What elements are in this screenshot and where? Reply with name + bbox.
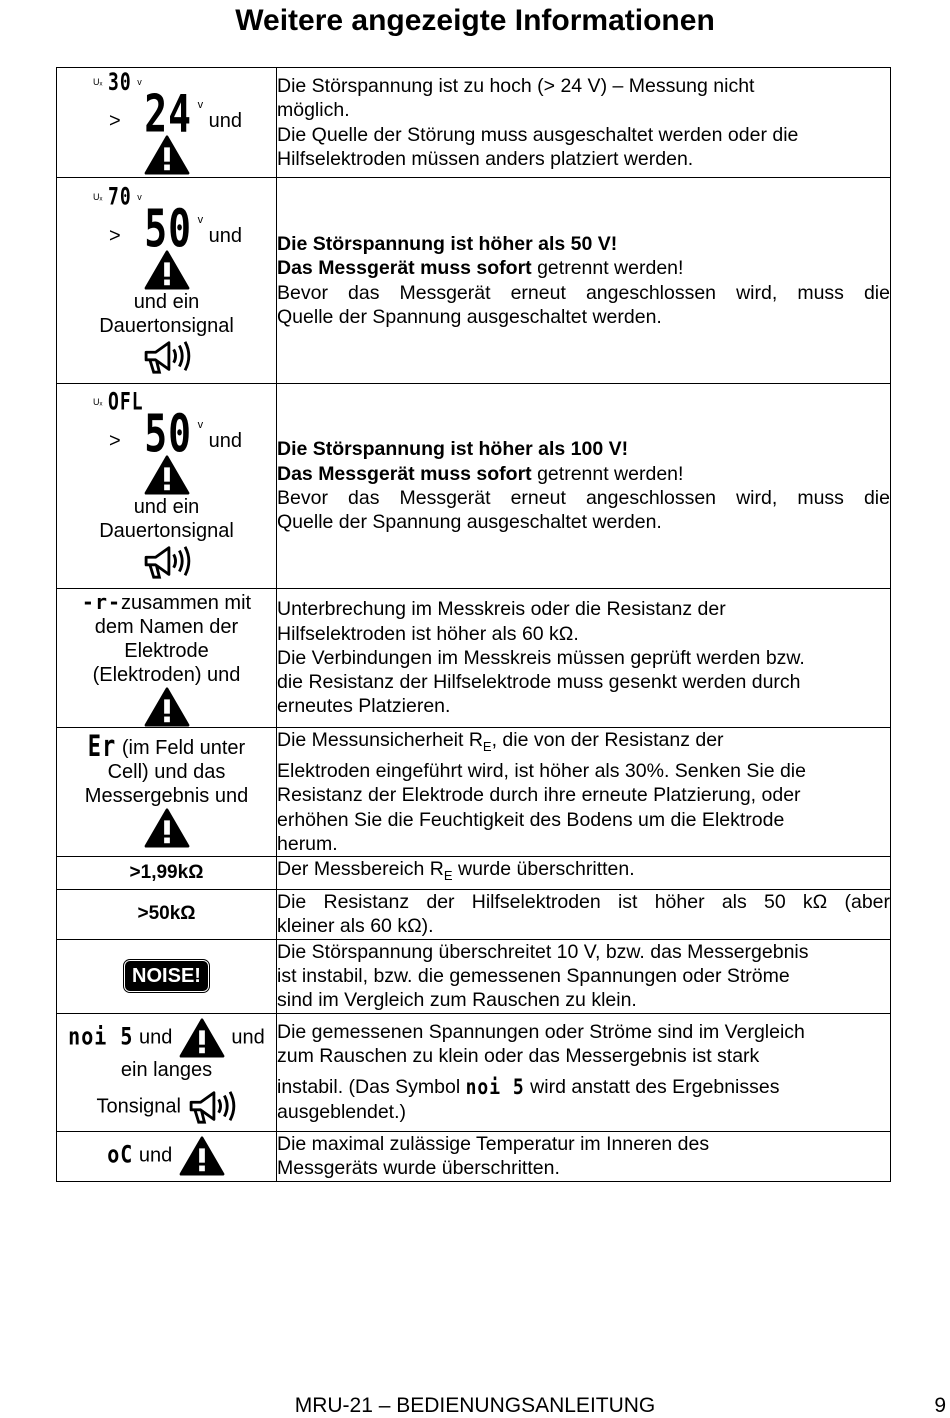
lcd-value: oC bbox=[107, 1139, 134, 1169]
table-row bbox=[57, 1131, 891, 1181]
greater-than: > bbox=[109, 109, 121, 132]
warning-icon bbox=[143, 808, 191, 848]
ux-label: Uₓ bbox=[93, 76, 103, 87]
noise-badge: NOISE! bbox=[125, 961, 208, 991]
description-cell bbox=[277, 728, 891, 857]
symbol-cell bbox=[57, 1131, 277, 1181]
symbol-text: (Elektroden) und bbox=[92, 663, 241, 686]
lcd-small-value: OFL bbox=[108, 388, 144, 417]
description-line: möglich. bbox=[277, 99, 350, 122]
warning-icon bbox=[178, 1136, 226, 1176]
footer: MRU-21 – BEDIENUNGSANLEITUNG bbox=[294, 1394, 656, 1417]
symbol-cell bbox=[57, 178, 277, 384]
unit-label: v bbox=[197, 419, 204, 431]
warning-icon bbox=[178, 1018, 226, 1058]
symbol-cell bbox=[57, 939, 277, 1013]
description-line: Die Störspannung ist höher als 50 V! bbox=[277, 232, 618, 255]
symbol-cell bbox=[57, 728, 277, 857]
description-cell: Der Messbereich $R_E$ wurde überschritten. bbox=[277, 857, 891, 889]
table-row bbox=[57, 728, 891, 857]
speaker-icon bbox=[187, 1088, 237, 1126]
description-line: Resistanz der Elektrode durch ihre erneute Platzierung, oder bbox=[277, 784, 801, 807]
description-cell bbox=[277, 589, 891, 728]
symbol-text: ein langes bbox=[120, 1059, 213, 1082]
symbol-text: Elektrode bbox=[124, 639, 209, 662]
table-row bbox=[57, 178, 891, 384]
description-line: Hilfselektroden müssen anders platziert werden. bbox=[277, 147, 694, 170]
greater-than: > bbox=[109, 224, 121, 247]
lcd-value: noi 5 bbox=[465, 1074, 525, 1100]
description-line: Messgeräts wurde überschritten. bbox=[277, 1157, 560, 1180]
description-cell bbox=[277, 68, 891, 178]
symbol-cell bbox=[57, 384, 277, 589]
symbol-cell: >1,99kΩ bbox=[57, 857, 277, 889]
und-label: und bbox=[225, 1026, 265, 1049]
description-line: Die Quelle der Störung muss ausgeschaltet werden oder die bbox=[277, 123, 799, 146]
lcd-value: -r- bbox=[81, 589, 122, 614]
description-line: Die Störspannung ist höher als 100 V! bbox=[277, 438, 629, 461]
table-row bbox=[57, 589, 891, 728]
description-cell bbox=[277, 1013, 891, 1131]
dauertonsignal-label: Dauertonsignal bbox=[99, 314, 234, 337]
unit-label: v bbox=[197, 98, 204, 111]
description-line: kleiner als 60 kΩ). bbox=[277, 915, 434, 938]
description-cell bbox=[277, 1131, 891, 1181]
description-line: Elektroden eingeführt wird, ist höher als 30%. Senken Sie die bbox=[277, 760, 806, 783]
description-line: instabil. (Das Symbol noi 5 wird anstatt des Ergebnisses bbox=[277, 1075, 890, 1100]
description-line: Die maximal zulässige Temperatur im Inneren des bbox=[277, 1132, 710, 1155]
und-label: und bbox=[208, 224, 243, 247]
unit-label: v bbox=[197, 213, 204, 226]
lcd-value: Er bbox=[87, 730, 117, 765]
symbol-cell bbox=[57, 1013, 277, 1131]
table-row bbox=[57, 857, 891, 889]
und-ein-label: und ein bbox=[133, 496, 200, 518]
speaker-icon bbox=[142, 543, 192, 581]
table-row bbox=[57, 1013, 891, 1131]
description-line: erneutes Platzieren. bbox=[277, 695, 451, 718]
unit-label: v bbox=[137, 191, 142, 202]
description-cell bbox=[277, 889, 891, 939]
speaker-icon bbox=[142, 338, 192, 376]
description-line: Die Störspannung ist zu hoch (> 24 V) – Messung nicht bbox=[277, 74, 755, 97]
description-line: zum Rauschen zu klein oder das Messergebnis ist stark bbox=[277, 1045, 760, 1068]
und-label: und bbox=[208, 109, 243, 132]
lcd-value: 24 bbox=[144, 83, 193, 144]
description-line: ausgeblendet.) bbox=[277, 1100, 407, 1123]
description-line: Das Messgerät muss sofort getrennt werden! bbox=[277, 462, 684, 485]
description-line: Die Verbindungen im Messkreis müssen geprüft werden bzw. bbox=[277, 646, 805, 669]
symbol-cell bbox=[57, 589, 277, 728]
description-line: Quelle der Spannung ausgeschaltet werden. bbox=[277, 305, 662, 328]
description-line: Die Resistanz der Hilfselektroden ist höher als 50 kΩ (aber bbox=[277, 890, 890, 913]
greater-than: > bbox=[109, 430, 121, 452]
description-line: Unterbrechung im Messkreis oder die Resistanz der bbox=[277, 598, 726, 621]
symbol-cell bbox=[57, 68, 277, 178]
description-cell bbox=[277, 939, 891, 1013]
table-row bbox=[57, 68, 891, 178]
symbol-text: Messergebnis und bbox=[84, 785, 249, 808]
description-line: Hilfselektroden ist höher als 60 kΩ. bbox=[277, 622, 579, 645]
description-line: die Resistanz der Hilfselektrode muss gesenkt werden durch bbox=[277, 671, 801, 694]
und-label: und bbox=[208, 430, 243, 452]
ux-label: Uₓ bbox=[93, 191, 103, 202]
description-line: herum. bbox=[277, 833, 338, 856]
table-row bbox=[57, 889, 891, 939]
lcd-value: noi 5 bbox=[68, 1021, 134, 1051]
description-line: Quelle der Spannung ausgeschaltet werden. bbox=[277, 511, 662, 534]
description-line: Bevor das Messgerät erneut angeschlossen wird, muss die bbox=[277, 281, 890, 304]
description-line: Bevor das Messgerät erneut angeschlossen wird, muss die bbox=[277, 487, 890, 509]
und-label: und bbox=[133, 1026, 178, 1049]
description-line: sind im Vergleich zum Rauschen zu klein. bbox=[277, 989, 637, 1012]
page-number: 9 bbox=[934, 1394, 946, 1417]
description-line: Das Messgerät muss sofort getrennt werden! bbox=[277, 257, 684, 280]
symbol-cell: >50kΩ bbox=[57, 889, 277, 939]
und-label: und bbox=[133, 1144, 173, 1167]
table-row bbox=[57, 939, 891, 1013]
symbol-text: dem Namen der bbox=[94, 615, 239, 638]
und-ein-label: und ein bbox=[133, 290, 200, 313]
description-line: ist instabil, bzw. die gemessenen Spannungen oder Ströme bbox=[277, 964, 790, 987]
symbol-text: Tonsignal bbox=[96, 1095, 181, 1118]
lcd-small-value: 30 bbox=[108, 67, 132, 96]
symbol-text: (im Feld unter bbox=[116, 737, 246, 760]
symbol-text: Cell) und das bbox=[107, 761, 226, 784]
lcd-value: 50 bbox=[144, 198, 193, 259]
lcd-small-value: 70 bbox=[108, 182, 132, 211]
page-title: Weitere angezeigte Informationen bbox=[235, 4, 715, 37]
symbol-text: zusammen mit bbox=[121, 591, 252, 614]
ux-label: Uₓ bbox=[93, 397, 103, 407]
description-line: erhöhen Sie die Feuchtigkeit des Bodens um die Elektrode bbox=[277, 808, 785, 831]
dauertonsignal-label: Dauertonsignal bbox=[99, 520, 234, 542]
unit-label: v bbox=[137, 76, 142, 87]
warning-icon bbox=[143, 687, 191, 727]
description-line: Die Messunsicherheit $R_E$, die von der Resistanz der bbox=[277, 729, 724, 754]
description-cell bbox=[277, 384, 891, 589]
description-line: Die Störspannung überschreitet 10 V, bzw. das Messergebnis bbox=[277, 940, 809, 963]
description-cell bbox=[277, 178, 891, 384]
lcd-value: 50 bbox=[144, 404, 193, 464]
description-line: Die gemessenen Spannungen oder Ströme sind im Vergleich bbox=[277, 1020, 805, 1043]
table-row bbox=[57, 384, 891, 589]
info-table bbox=[56, 67, 891, 1182]
